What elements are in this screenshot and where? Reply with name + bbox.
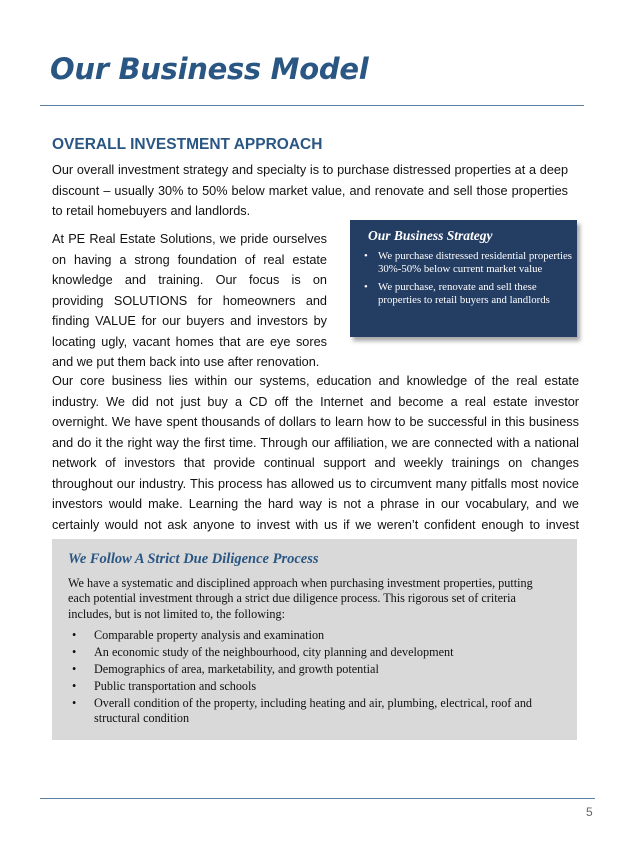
diligence-item-text: Overall condition of the property, including heating and air, plumbing, electrical, roof and structural condition (94, 695, 533, 726)
diligence-list-item (72, 679, 542, 694)
section-heading: OVERALL INVESTMENT APPROACH (52, 136, 323, 153)
company-paragraph: At PE Real Estate Solutions, we pride ourselves on having a strong foundation of real estate knowledge and training. Our focus is on providing SOLUTIONS for homeowners and finding VALUE for our buyers and investors by locating ugly, vacant homes that are eye sores and we put them back into use after renovation. (52, 232, 327, 369)
page-title: Our Business Model (50, 52, 369, 86)
strategy-list (364, 250, 574, 312)
bullet-icon: • (72, 678, 77, 693)
title-divider (40, 105, 584, 106)
diligence-list-item (72, 696, 542, 727)
bullet-icon: • (364, 250, 368, 262)
diligence-intro: We have a systematic and disciplined approach when purchasing investment properties, putting each potential investment through a strict due diligence process. This rigorous set of criteria includes, but is not limited to, the following: (68, 576, 533, 621)
diligence-list-item (72, 662, 542, 677)
diligence-box-title: We Follow A Strict Due Diligence Process (68, 551, 319, 567)
bullet-icon: • (72, 695, 77, 710)
diligence-item-text: Comparable property analysis and examination (94, 628, 325, 642)
bullet-icon: • (72, 628, 77, 642)
intro-paragraph: Our overall investment strategy and specialty is to purchase distressed properties at a deep discount – usually 30% to 50% below market value, and renovate and sell those properties to retail homebuyers and landlords. (52, 163, 568, 218)
diligence-list (72, 628, 542, 728)
core-business-paragraph: Our core business lies within our systems, education and knowledge of the real estate industry. We did not just buy a CD off the Internet and become a real estate investor overnight. We have spent thousands of dollars to learn how to be successful in this business and do it the right way the first time. Through our affiliation, we are connected with a national network of investors that provide continual support and weekly trainings on changes throughout our industry. This process has allowed us to circumvent many pitfalls most novice investors would make. Learning the hard way is not a phrase in our vocabulary, and we certainly would not ask anyone to invest with us if we weren’t confident enough to invest (52, 374, 579, 532)
diligence-list-item (72, 628, 542, 643)
business-strategy-box (350, 220, 577, 337)
bullet-icon: • (72, 661, 77, 676)
strategy-list-item (364, 250, 574, 275)
footer-divider (40, 798, 595, 799)
strategy-item-text: We purchase, renovate and sell these properties to retail buyers and landlords (378, 281, 550, 306)
bullet-icon: • (72, 644, 77, 659)
page-number: 5 (586, 805, 593, 819)
diligence-list-item (72, 645, 542, 660)
strategy-item-text: We purchase distressed residential properties 30%-50% below current market value (378, 250, 573, 275)
due-diligence-box (52, 539, 577, 740)
strategy-list-item (364, 281, 574, 306)
strategy-box-title: Our Business Strategy (368, 228, 493, 243)
diligence-item-text: An economic study of the neighbourhood, city planning and development (94, 644, 454, 659)
bullet-icon: • (364, 281, 368, 293)
diligence-item-text: Public transportation and schools (94, 678, 257, 693)
diligence-item-text: Demographics of area, marketability, and growth potential (94, 661, 379, 676)
